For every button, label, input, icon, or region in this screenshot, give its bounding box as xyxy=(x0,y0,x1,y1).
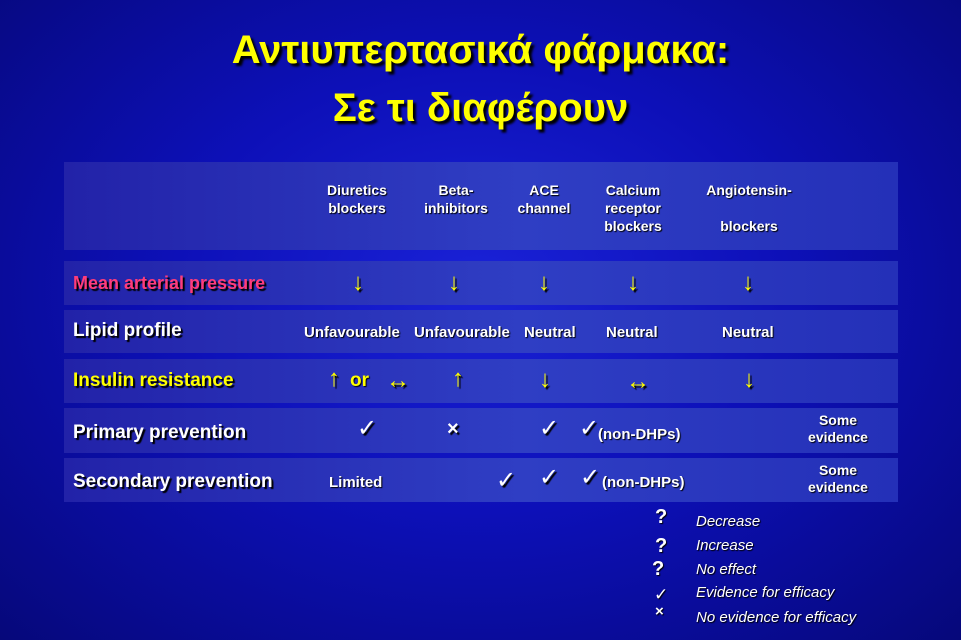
col-header-1-line1: Diuretics xyxy=(327,182,387,198)
primary-nondhp-text: (non-DHPs) xyxy=(598,426,681,443)
primary-some-text: Some xyxy=(818,412,858,428)
row-label-lipid: Lipid profile xyxy=(73,320,182,341)
arrow-down-icon: ↓ xyxy=(538,269,550,296)
check-icon: ✓ xyxy=(539,415,560,442)
legend-decrease-symbol: ? xyxy=(655,506,668,528)
check-icon: ✓ xyxy=(496,467,517,494)
check-icon: ✓ xyxy=(357,415,378,442)
col-header-1-line2: blockers xyxy=(328,200,386,216)
row-label-insulin: Insulin resistance xyxy=(73,370,234,391)
arrow-down-icon: ↓ xyxy=(627,269,639,296)
primary-evidence-text: evidence xyxy=(808,429,868,445)
arrow-down-icon: ↓ xyxy=(539,366,551,393)
arrow-up-icon: ↑ xyxy=(328,365,340,392)
lipid-cell-angiotensin: Neutral xyxy=(722,324,774,341)
secondary-evidence-text: evidence xyxy=(808,479,868,495)
legend-no-evidence-text: No evidence for efficacy xyxy=(696,609,857,626)
arrow-both-icon: ↔ xyxy=(386,367,410,394)
arrow-up-icon: ↑ xyxy=(452,365,464,392)
col-header-2 xyxy=(412,181,500,217)
secondary-limited-text: Limited xyxy=(329,474,383,491)
check-icon: ✓ xyxy=(579,415,600,442)
col-header-2-line2: inhibitors xyxy=(424,200,488,216)
row-label-secondary: Secondary prevention xyxy=(73,471,273,492)
arrow-both-icon: ↔ xyxy=(626,368,650,395)
col-header-5-line3: blockers xyxy=(720,218,778,234)
cross-icon: × xyxy=(447,418,459,440)
row-label-primary: Primary prevention xyxy=(73,422,247,443)
col-header-3-line1: ACE xyxy=(529,182,559,198)
legend-no-effect-text: No effect xyxy=(696,561,757,578)
row-label-map: Mean arterial pressure xyxy=(73,273,266,293)
lipid-cell-ace: Neutral xyxy=(524,324,576,341)
slide-title-line2: Σε τι διαφέρουν xyxy=(332,86,629,130)
col-header-5-line2 xyxy=(690,199,808,217)
legend-increase-symbol: ? xyxy=(655,535,668,557)
arrow-down-icon: ↓ xyxy=(742,269,754,296)
col-header-3-line2: channel xyxy=(517,200,571,216)
legend-decrease-text: Decrease xyxy=(696,513,761,530)
col-header-4-line3: blockers xyxy=(604,218,662,234)
legend-increase-text: Increase xyxy=(696,537,754,554)
slide-title-line1: Αντιυπερτασικά φάρμακα: xyxy=(231,28,730,72)
secondary-some-text: Some xyxy=(818,462,858,478)
check-icon: ✓ xyxy=(539,464,560,491)
legend-cross-icon: × xyxy=(655,603,664,620)
col-header-4-line1: Calcium xyxy=(605,182,661,198)
lipid-cell-calcium: Neutral xyxy=(606,324,658,341)
col-header-4-line2: receptor xyxy=(604,200,662,216)
check-icon: ✓ xyxy=(580,464,601,491)
legend-evidence-text: Evidence for efficacy xyxy=(696,584,835,601)
col-header-4 xyxy=(590,181,676,235)
secondary-nondhp-text: (non-DHPs) xyxy=(602,474,685,491)
arrow-down-icon: ↓ xyxy=(743,366,755,393)
lipid-cell-beta: Unfavourable xyxy=(414,324,510,341)
insulin-or-text: or xyxy=(350,370,369,391)
lipid-cell-diuretics: Unfavourable xyxy=(304,324,400,341)
col-header-5-line1: Angiotensin- xyxy=(706,182,792,198)
legend-no-effect-symbol: ? xyxy=(652,558,665,580)
primary-some-evidence xyxy=(796,412,880,446)
arrow-down-icon: ↓ xyxy=(352,269,364,296)
col-header-5 xyxy=(690,181,808,235)
arrow-down-icon: ↓ xyxy=(448,269,460,296)
col-header-1 xyxy=(312,181,402,217)
legend-check-icon: ✓ xyxy=(654,585,669,604)
col-header-2-line1: Beta- xyxy=(438,182,474,198)
col-header-3 xyxy=(508,181,580,217)
secondary-some-evidence xyxy=(796,462,880,496)
